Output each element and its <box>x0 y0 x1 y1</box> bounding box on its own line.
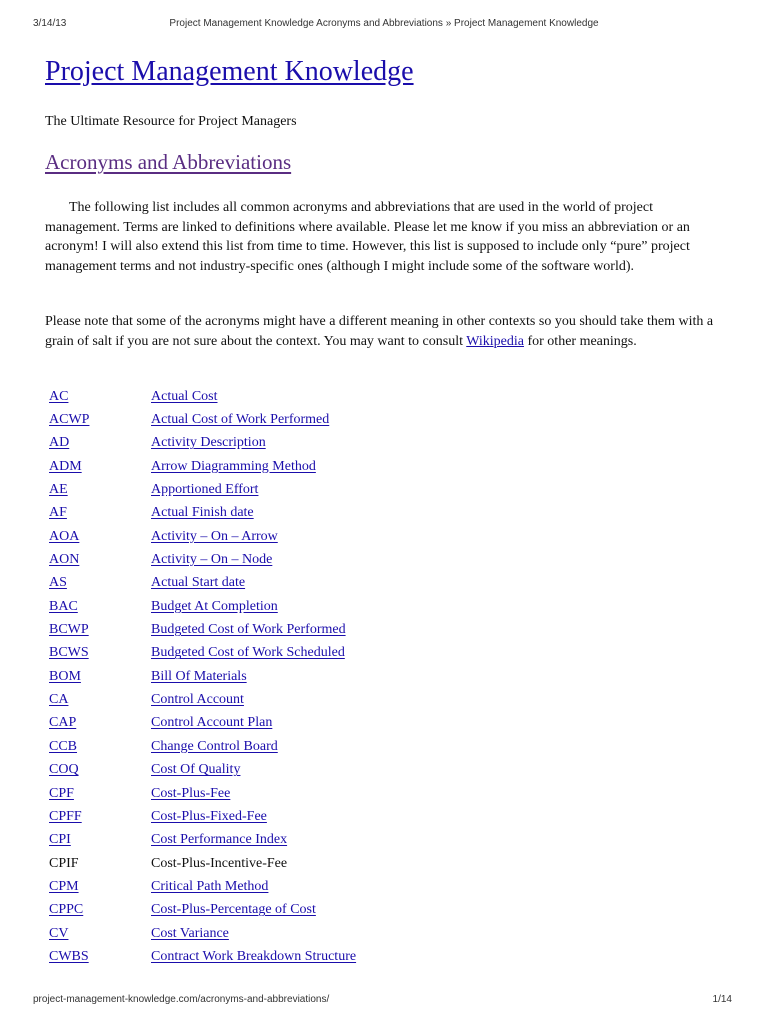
acronym-link[interactable]: CPPC <box>49 902 84 918</box>
print-page-title: Project Management Knowledge Acronyms and Abbreviations » Project Management Knowledge <box>169 18 599 29</box>
site-title-link[interactable]: Project Management Knowledge <box>45 56 414 87</box>
definition-link[interactable]: Critical Path Method <box>151 878 269 894</box>
acronym-row <box>45 665 360 688</box>
acronym-cell <box>45 572 147 595</box>
acronym-cell <box>45 642 147 665</box>
definition-cell <box>147 618 360 641</box>
acronym-link[interactable]: CV <box>49 925 69 941</box>
acronym-link[interactable]: AS <box>49 575 67 591</box>
acronym-row <box>45 735 360 758</box>
print-page-number: 1/14 <box>712 994 732 1005</box>
definition-link[interactable]: Cost-Plus-Percentage of Cost <box>151 902 316 918</box>
acronym-row <box>45 712 360 735</box>
intro-paragraph: The following list includes all common acronyms and abbreviations that are used in the world of project management. Terms are linked to definitions where available. Please let me know if you miss an abbreviation or an acronym! I will also extend this list from time to time. However, this list is supposed to include only “pure” project management terms and not industry-specific ones (although I might include some of the software world). <box>45 200 690 274</box>
definition-link[interactable]: Cost-Plus-Fee <box>151 785 231 801</box>
acronym-cell <box>45 945 147 968</box>
definition-cell <box>147 759 360 782</box>
acronym-cell <box>45 432 147 455</box>
wikipedia-link[interactable]: Wikipedia <box>466 333 524 349</box>
acronym-row <box>45 618 360 641</box>
definition-link[interactable]: Budget At Completion <box>151 598 278 614</box>
acronym-row <box>45 782 360 805</box>
page-heading-link[interactable]: Acronyms and Abbreviations <box>45 150 292 174</box>
acronym-row <box>45 478 360 501</box>
acronym-link[interactable]: AF <box>49 505 67 521</box>
acronym-row <box>45 759 360 782</box>
acronym-cell <box>45 478 147 501</box>
acronym-row <box>45 455 360 478</box>
definition-cell <box>147 455 360 478</box>
note-text-after: for other meanings. <box>523 333 637 349</box>
acronym-link[interactable]: BCWS <box>49 645 89 661</box>
definition-cell <box>147 688 360 711</box>
definition-cell <box>147 899 360 922</box>
definition-cell <box>147 478 360 501</box>
acronym-cell <box>45 525 147 548</box>
print-header <box>0 18 768 32</box>
acronym-cell <box>45 759 147 782</box>
acronym-cell <box>45 712 147 735</box>
acronym-link[interactable]: CAP <box>49 715 77 731</box>
acronym-link[interactable]: CCB <box>49 738 78 754</box>
definition-cell <box>147 805 360 828</box>
acronym-link[interactable]: CWBS <box>49 948 89 964</box>
note-text-before: Please note that some of the acronyms might have a different meaning in other contexts so you should take them with a grain of salt if you are not sure about the context. You may want to consult <box>45 314 714 349</box>
print-footer <box>0 994 768 1008</box>
acronym-row <box>45 525 360 548</box>
definition-cell <box>147 432 360 455</box>
definition-cell <box>147 665 360 688</box>
definition-link[interactable]: Cost Performance Index <box>151 832 288 848</box>
acronym-row <box>45 432 360 455</box>
acronym-link[interactable]: AON <box>49 552 80 568</box>
acronym-row <box>45 852 360 875</box>
definition-link[interactable]: Activity – On – Arrow <box>151 528 278 544</box>
definition-link[interactable]: Budgeted Cost of Work Performed <box>151 622 346 638</box>
definition-cell <box>147 852 360 875</box>
acronym-row <box>45 899 360 922</box>
definition-link[interactable]: Actual Cost of Work Performed <box>151 412 330 428</box>
acronym-row <box>45 922 360 945</box>
acronym-row <box>45 572 360 595</box>
acronym-cell <box>45 688 147 711</box>
acronym-cell <box>45 618 147 641</box>
definition-link[interactable]: Cost Of Quality <box>151 762 241 778</box>
acronym-table <box>45 385 360 969</box>
definition-cell <box>147 922 360 945</box>
acronym-link[interactable]: BCWP <box>49 622 89 638</box>
acronym-row <box>45 408 360 431</box>
acronym-link[interactable]: ACWP <box>49 412 90 428</box>
definition-link[interactable]: Control Account Plan <box>151 715 273 731</box>
acronym-row <box>45 642 360 665</box>
definition-cell <box>147 572 360 595</box>
acronym-cell <box>45 735 147 758</box>
acronym-cell <box>45 548 147 571</box>
acronym-cell <box>45 875 147 898</box>
site-tagline: The Ultimate Resource for Project Managers <box>45 114 297 129</box>
acronym-cell <box>45 455 147 478</box>
acronym-cell <box>45 782 147 805</box>
definition-cell <box>147 712 360 735</box>
acronym-row <box>45 829 360 852</box>
definition-cell <box>147 945 360 968</box>
acronym-row <box>45 805 360 828</box>
acronym-link[interactable]: AC <box>49 388 69 404</box>
acronym-link[interactable]: BAC <box>49 598 78 614</box>
acronym-row <box>45 502 360 525</box>
acronym-cell <box>45 665 147 688</box>
definition-link[interactable]: Control Account <box>151 692 244 708</box>
acronym-link[interactable]: AD <box>49 435 70 451</box>
acronym-link[interactable]: CA <box>49 692 69 708</box>
note-paragraph <box>45 312 720 351</box>
definition-cell <box>147 408 360 431</box>
acronym-link: CPIF <box>49 855 79 871</box>
definition-link[interactable]: Actual Cost <box>151 388 218 404</box>
definition-link[interactable]: Contract Work Breakdown Structure <box>151 948 357 964</box>
acronym-link[interactable]: ADM <box>49 458 82 474</box>
acronym-row <box>45 688 360 711</box>
acronym-row <box>45 945 360 968</box>
acronym-link[interactable]: AE <box>49 482 68 498</box>
acronym-cell <box>45 385 147 408</box>
acronym-link[interactable]: CPM <box>49 878 79 894</box>
definition-cell <box>147 548 360 571</box>
acronym-rows <box>45 385 360 969</box>
definition-link[interactable]: Actual Finish date <box>151 505 254 521</box>
definition-link[interactable]: Arrow Diagramming Method <box>151 458 316 474</box>
acronym-cell <box>45 829 147 852</box>
definition-link[interactable]: Apportioned Effort <box>151 482 259 498</box>
definition-link[interactable]: Cost Variance <box>151 925 229 941</box>
definition-link[interactable]: Actual Start date <box>151 575 246 591</box>
definition-cell <box>147 829 360 852</box>
definition-cell <box>147 502 360 525</box>
print-date: 3/14/13 <box>33 18 67 29</box>
definition-cell <box>147 875 360 898</box>
acronym-link[interactable]: CPFF <box>49 808 82 824</box>
acronym-cell <box>45 899 147 922</box>
definition-cell <box>147 595 360 618</box>
acronym-link[interactable]: BOM <box>49 668 81 684</box>
acronym-row <box>45 548 360 571</box>
definition-cell <box>147 782 360 805</box>
acronym-row <box>45 875 360 898</box>
definition-link[interactable]: Cost-Plus-Fixed-Fee <box>151 808 267 824</box>
acronym-row <box>45 595 360 618</box>
acronym-row <box>45 385 360 408</box>
acronym-cell <box>45 922 147 945</box>
definition-link[interactable]: Bill Of Materials <box>151 668 247 684</box>
definition-cell <box>147 385 360 408</box>
acronym-cell <box>45 852 147 875</box>
acronym-cell <box>45 408 147 431</box>
definition-link[interactable]: Activity Description <box>151 435 266 451</box>
definition-cell <box>147 525 360 548</box>
definition-link[interactable]: Budgeted Cost of Work Scheduled <box>151 645 345 661</box>
acronym-cell <box>45 502 147 525</box>
print-url: project-management-knowledge.com/acronyms-and-abbreviations/ <box>33 994 330 1005</box>
acronym-link[interactable]: CPF <box>49 785 74 801</box>
definition-cell <box>147 642 360 665</box>
acronym-cell <box>45 595 147 618</box>
definition-link[interactable]: Activity – On – Node <box>151 552 273 568</box>
acronym-link[interactable]: AOA <box>49 528 80 544</box>
acronym-link[interactable]: CPI <box>49 832 71 848</box>
definition-link[interactable]: Change Control Board <box>151 738 278 754</box>
definition-cell <box>147 735 360 758</box>
acronym-cell <box>45 805 147 828</box>
acronym-link[interactable]: COQ <box>49 762 79 778</box>
definition-link: Cost-Plus-Incentive-Fee <box>151 855 288 871</box>
